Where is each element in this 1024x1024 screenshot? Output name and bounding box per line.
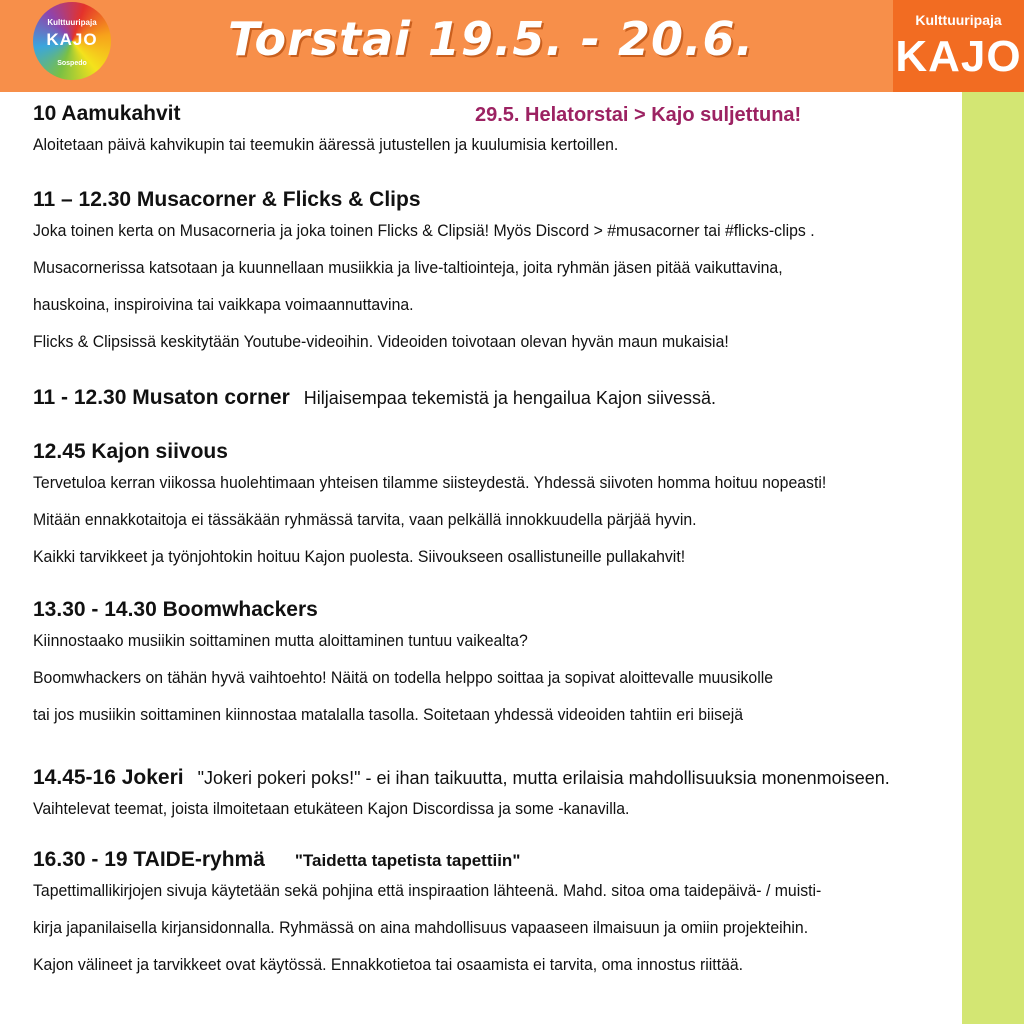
kajo-logo: [33, 2, 111, 80]
section-siivous: [33, 440, 961, 575]
header-bar: [0, 0, 1024, 92]
section-boomwhackers: [33, 598, 961, 733]
logo-line2: KAJO: [46, 30, 98, 49]
section-inline-note: Hiljaisempaa tekemistä ja hengailua Kajon siivessä.: [303, 388, 716, 408]
section-musacorner: [33, 188, 961, 360]
section-taide: [33, 848, 961, 983]
section-heading: 11 – 12.30 Musacorner & Flicks & Clips: [33, 188, 421, 211]
section-line: Tapettimallikirjojen sivuja käytetään sekä pohjina että inspiraation lähteenä. Mahd. sitoa oma taidepäivä- / muisti-: [33, 881, 822, 900]
section-line: Joka toinen kerta on Musacorneria ja joka toinen Flicks & Clipsiä! Myös Discord > #musacorner tai #flicks-clips .: [33, 221, 815, 240]
section-heading: 14.45-16 Jokeri: [33, 766, 184, 789]
section-line: Mitään ennakkotaitoja ei tässäkään ryhmässä tarvita, vaan pelkällä innokkuudella pärjää hyvin.: [33, 510, 697, 529]
section-heading: 11 - 12.30 Musaton corner: [33, 386, 290, 409]
section-heading: 16.30 - 19 TAIDE-ryhmä: [33, 848, 265, 871]
brand-logo-box: [893, 0, 1024, 92]
logo-line1: Kulttuuripaja: [47, 18, 97, 27]
section-line: Tervetuloa kerran viikossa huolehtimaan yhteisen tilamme siisteydestä. Yhdessä siivoten homma hoituu nopeasti!: [33, 473, 827, 492]
section-line: tai jos musiikin soittaminen kiinnostaa matalalla tasolla. Soitetaan yhdessä videoiden tahtiin eri biisejä: [33, 705, 744, 724]
section-line: Aloitetaan päivä kahvikupin tai teemukin ääressä jutustellen ja kuulumisia kertoillen.: [33, 135, 619, 154]
section-line: hauskoina, inspiroivina tai vaikkapa voimaannuttavina.: [33, 295, 414, 314]
section-line: Kajon välineet ja tarvikkeet ovat käytössä. Ennakkotietoa tai osaamista ei tarvita, oma innostus riittää.: [33, 955, 744, 974]
section-musaton-corner: [33, 386, 961, 410]
section-subtitle: "Taidetta tapetista tapettiin": [294, 851, 521, 870]
closed-notice: 29.5. Helatorstai > Kajo suljettuna!: [475, 104, 802, 126]
page-title: Torstai 19.5. - 20.6.: [228, 12, 754, 66]
section-heading: 10 Aamukahvit: [33, 102, 181, 125]
section-line: Boomwhackers on tähän hyvä vaihtoehto! Näitä on todella helppo soittaa ja sopivat aloittevalle muusikolle: [33, 668, 774, 687]
brand-big-text: KAJO: [895, 32, 1022, 81]
section-heading: 13.30 - 14.30 Boomwhackers: [33, 598, 318, 621]
section-line: Vaihtelevat teemat, joista ilmoitetaan etukäteen Kajon Discordissa ja some -kanavilla.: [33, 799, 630, 818]
brand-small-text: Kulttuuripaja: [915, 12, 1002, 28]
section-line: Musacornerissa katsotaan ja kuunnellaan musiikkia ja live-taltiointeja, joita ryhmän jäsen pitää vaikuttavina,: [33, 258, 783, 277]
section-line: kirja japanilaisella kirjansidonnalla. Ryhmässä on aina mahdollisuus vapaaseen ilmaisuun ja omiin projekteihin.: [33, 918, 809, 937]
side-strip: [962, 92, 1024, 1024]
section-aamukahvit: [33, 102, 961, 163]
section-line: Flicks & Clipsissä keskitytään Youtube-videoihin. Videoiden toivotaan olevan hyvän maun mukaisia!: [33, 332, 729, 351]
section-jokeri: [33, 766, 961, 827]
section-line: Kaikki tarvikkeet ja työnjohtokin hoituu Kajon puolesta. Siivoukseen osallistuneille pullakahvit!: [33, 547, 686, 566]
section-inline-note: "Jokeri pokeri poks!" - ei ihan taikuutta, mutta erilaisia mahdollisuuksia monenmoiseen.: [197, 768, 890, 788]
section-line: Kiinnostaako musiikin soittaminen mutta aloittaminen tuntuu vaikealta?: [33, 631, 528, 650]
section-heading: 12.45 Kajon siivous: [33, 440, 228, 463]
logo-line3: Sospedo: [57, 60, 87, 67]
